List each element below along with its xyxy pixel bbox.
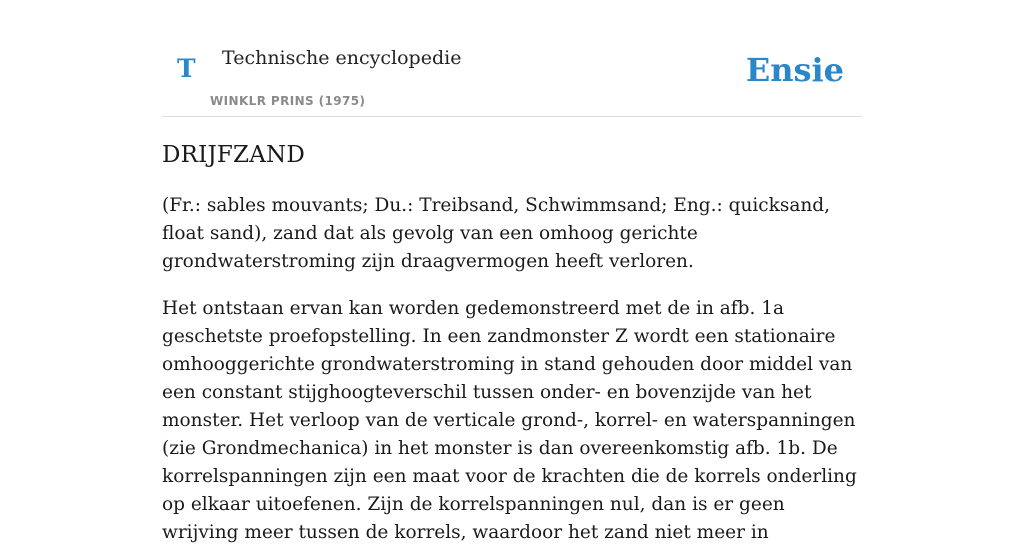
source-label: WINKLR PRINS (1975) bbox=[210, 94, 366, 108]
article-paragraph-definition: (Fr.: sables mouvants; Du.: Treibsand, Schwimmsand; Eng.: quicksand, float sand), zand dat als gevolg van een omhoog gerichte grondwaterstroming zijn draagvermogen heeft verloren. bbox=[162, 195, 831, 272]
article-headword: DRIJFZAND bbox=[162, 142, 305, 168]
encyclopedia-logo[interactable]: T bbox=[177, 54, 196, 83]
encyclopedia-title[interactable]: Technische encyclopedie bbox=[222, 47, 462, 69]
article bbox=[162, 140, 864, 547]
ensie-logo-link[interactable]: Ensie bbox=[745, 51, 844, 89]
article-paragraph-body: Het ontstaan ervan kan worden gedemonstreerd met de in afb. 1a geschetste proefopstelling. In een zandmonster Z wordt een stationaire omhooggerichte grondwaterstroming in stand gehouden door middel van een constant stijghoogteverschil tussen onder- en bovenzijde van het monster. Het verloop van de verticale grond-, korrel- en waterspanningen (zie Grondmechanica) in het monster is dan overeenkomstig afb. 1b. De korrelspanningen zijn een maat voor de krachten die de korrels onderling op elkaar uitoefenen. Zijn de korrelspanningen nul, dan is er geen wrijving meer tussen de korrels, waardoor het zand niet meer in bbox=[162, 298, 857, 543]
site-header bbox=[162, 0, 862, 117]
